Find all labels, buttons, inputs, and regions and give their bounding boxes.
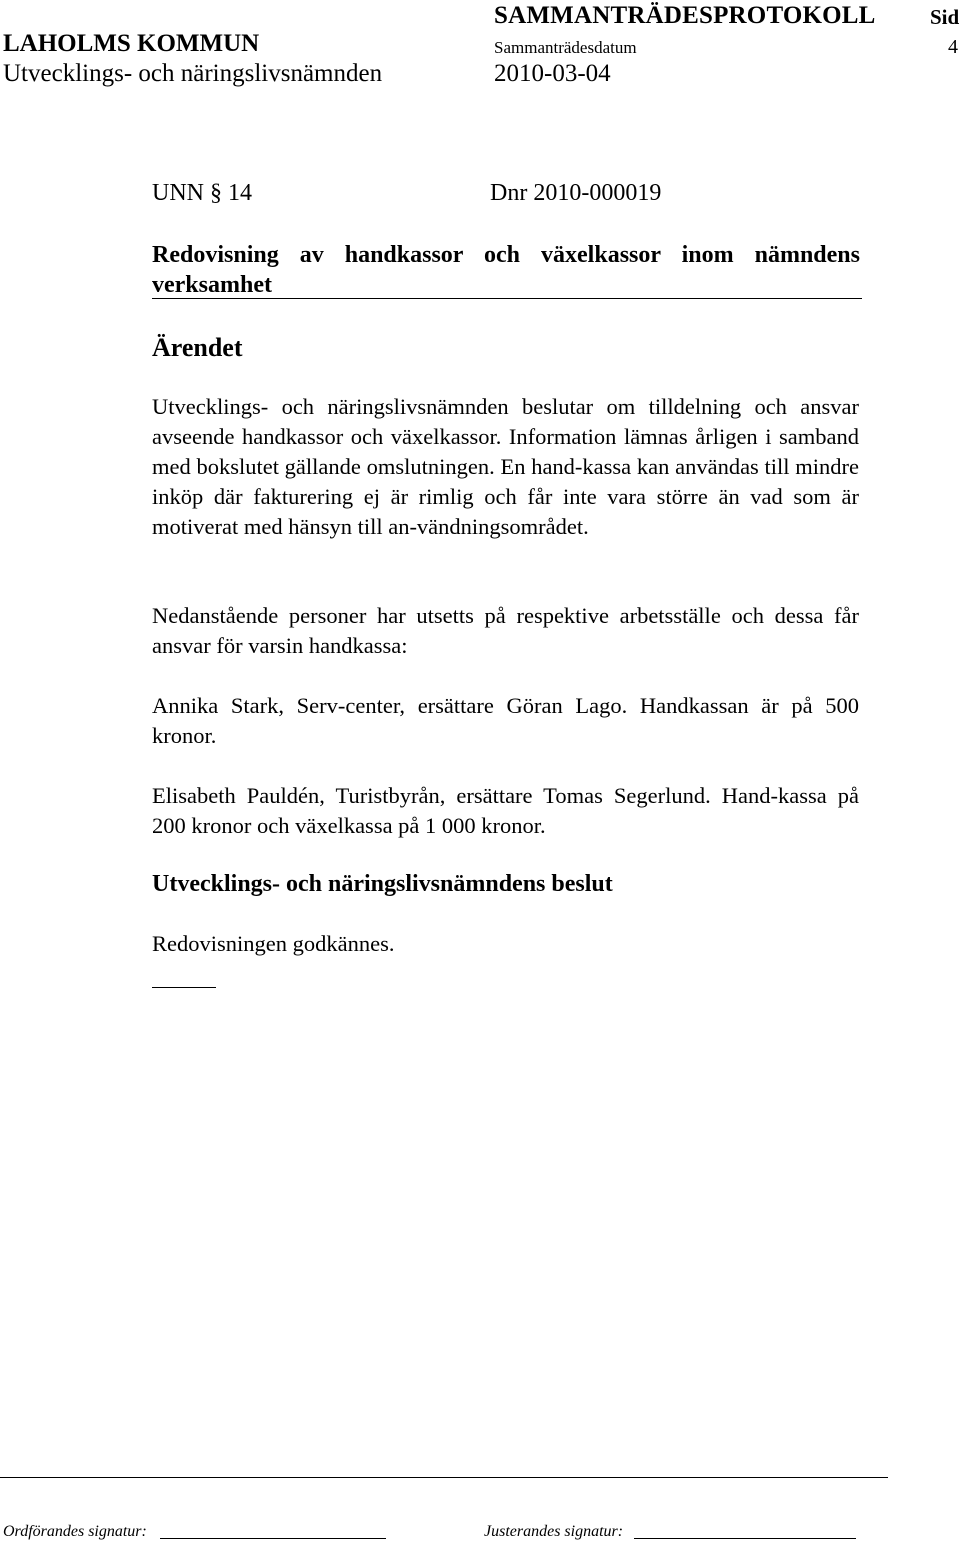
case-id: UNN § 14 xyxy=(152,180,252,206)
adjuster-signature-line xyxy=(634,1538,856,1539)
decision-title: Utvecklings- och näringslivsnämndens beslut xyxy=(152,871,613,897)
page-number: 4 xyxy=(948,36,958,58)
chair-signature-line xyxy=(160,1538,386,1539)
case-dnr: Dnr 2010-000019 xyxy=(490,180,662,206)
matter-paragraph-1: Utvecklings- och näringslivsnämnden beslutar om tilldelning och ansvar avseende handkassor och växelkassor. Information lämnas årligen i samband med bokslutet gällande omslutningen. En hand-kassa kan användas till mindre inköp där fakturering ej är rimlig och får inte vara större än vad som är motiverat med hänsyn till an-vändningsområdet. xyxy=(152,394,859,539)
meeting-date: 2010-03-04 xyxy=(494,60,611,87)
decision-end-rule xyxy=(152,987,216,988)
organization-name: LAHOLMS KOMMUN xyxy=(3,30,260,57)
decision-text: Redovisningen godkännes. xyxy=(152,931,395,956)
adjuster-signature-label: Justerandes signatur: xyxy=(484,1523,624,1540)
chair-signature-label: Ordförandes signatur: xyxy=(3,1523,147,1540)
document-type-title: SAMMANTRÄDESPROTOKOLL xyxy=(494,2,876,29)
case-heading: Redovisning av handkassor och växelkassor inom nämndens verksamhet xyxy=(152,242,860,298)
committee-name: Utvecklings- och näringslivsnämnden xyxy=(3,60,383,87)
heading-underline xyxy=(152,298,862,299)
matter-title: Ärendet xyxy=(152,333,243,362)
page-label: Sid xyxy=(930,5,960,29)
matter-paragraph-4: Elisabeth Pauldén, Turistbyrån, ersättare Tomas Segerlund. Hand-kassa på 200 kronor och växelkassa på 1 000 kronor. xyxy=(152,783,859,838)
matter-paragraph-2: Nedanstående personer har utsetts på respektive arbetsställe och dessa får ansvar för varsin handkassa: xyxy=(152,603,859,658)
matter-paragraph-3: Annika Stark, Serv-center, ersättare Göran Lago. Handkassan är på 500 kronor. xyxy=(152,693,859,748)
footer-rule xyxy=(0,1477,888,1478)
meeting-date-label: Sammanträdesdatum xyxy=(494,38,637,57)
